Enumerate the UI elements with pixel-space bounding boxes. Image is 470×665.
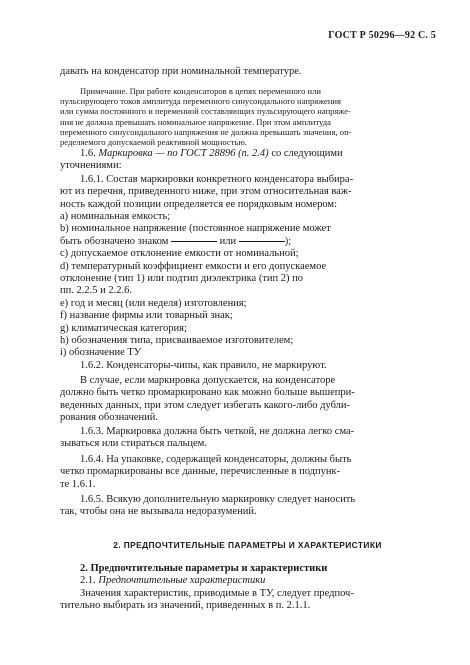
list-item-b-or: или [217,235,239,247]
paragraph-line: тительно выбирать из значений, приведенных в п. 2.1.1. [60,600,311,612]
list-item-c: c) допускаемое отклонение емкости от номинальной; [60,248,299,260]
note-block [60,86,435,147]
list-item-a: а) номинальная емкость; [60,211,171,222]
note-line: переменного синусоидального напряжения не должна превышать значения, оп- [60,126,352,137]
chip-marking-paragraph [60,375,435,425]
list-item-d: d) температурный коэффициент емкости и его допускаемое [60,260,327,272]
list-item-h: h) обозначения типа, присваиваемое изготовителем; [60,335,294,347]
list-item-f: f) название фирмы или товарный знак; [60,310,233,322]
list-item-b: b) номинальное напряжение (постоянное напряжение может [60,223,331,235]
list-item-i: i) обозначение ТУ [60,347,142,359]
paragraph-line: 1.6.4. На упаковке, содержащей конденсаторы, должны быть [80,454,352,465]
list-item-g: g) климатическая категория; [60,322,187,334]
dc-symbol-blank [239,241,285,242]
paragraph-line: 1.6.3. Маркировка должна быть четкой, не должна легко сма- [80,426,355,437]
dc-symbol-blank [171,241,217,242]
note-line: ния не должна превышать номинальное напряжение. При этом амплитуда [60,116,331,127]
paragraph-line: так, чтобы она не вызывала недоразумений. [60,506,257,518]
section-reference: — по ГОСТ 28896 (п. 2.4) [155,148,269,159]
paragraph-line: должно быть четко промаркировано как можно больше вышепри- [60,387,355,399]
list-item-d-continuation: отклонение (тип 1) или подтип диэлектрика (тип 2) по [60,273,304,285]
paragraph-line: зываться или стираться пальцем. [60,438,207,450]
list-item-b-text: быть обозначено знаком [60,235,171,247]
list-item-d-continuation: пп. 2.2.5 и 2.2.6. [60,285,132,297]
section-1-6 [60,148,435,173]
marking-list [60,211,435,360]
note-line: или сумма постоянного и переменной составляющих пульсирующего напряже- [60,106,351,117]
section-1-6-2 [60,360,435,372]
list-item-b-end: ); [284,235,292,247]
note-line: пульсирующего токов амплитуда переменного синусоидального напряжения [60,96,341,107]
section-2-subtitle: 2. Предпочтительные параметры и характеристики [80,563,328,574]
list-item-e: e) год и месяц (или неделя) изготовления; [60,297,247,309]
section-2-1-heading [60,575,435,587]
section-2-heading: 2. ПРЕДПОЧТИТЕЛЬНЫЕ ПАРАМЕТРЫ И ХАРАКТЕРИСТИКИ [113,540,382,550]
paragraph-line: 1.6.1. Состав маркировки конкретного конденсатора выбира- [80,174,354,185]
paragraph-line: четко промаркированы все данные, перечисленные в подпунк- [60,466,341,478]
paragraph-line: ют из перечня, приведенного ниже, при этом относительная важ- [60,186,352,198]
paragraph-line: веденных данных, при этом следует избегать какого-либо дубли- [60,399,351,411]
paragraph-line: 1.6.5. Всякую дополнительную маркировку следует наносить [80,494,356,505]
section-1-6-heading [60,148,435,160]
paragraph-line: те 1.6.1. [60,478,96,490]
section-number: 2.1. [80,575,96,587]
paragraph-line: Значения характеристик, приводимые в ТУ, следует предпоч- [80,587,354,599]
paragraph-line: рования обозначений. [60,412,158,424]
section-heading-rest: со следующими [271,148,343,159]
page-header: ГОСТ Р 50296—92 С. 5 [328,30,436,41]
intro-paragraph: давать на конденсатор при номинальной температуре. [60,66,302,77]
section-1-6-5 [60,494,435,519]
section-number: 1.6. [80,148,96,159]
paragraph-line: 1.6.2. Конденсаторы-чипы, как правило, не маркируют. [80,360,327,371]
section-1-6-4 [60,454,435,491]
note-line: Примечание. При работе конденсаторов в цепях переменного или [80,86,322,96]
section-1-6-3 [60,426,435,451]
note-line: ределяемого допускаемой реактивной мощностью. [60,137,247,148]
list-item-b-continuation [60,236,435,248]
paragraph-line: В случае, если маркировка допускается, на конденсаторе [80,375,336,386]
section-2 [60,563,435,613]
paragraph-line: ность каждой позиции определяется ее порядковым номером: [60,198,337,210]
section-title: Предпочтительные характеристики [98,575,266,587]
section-1-6-1 [60,174,435,211]
section-title: Маркировка [98,148,153,159]
section-heading-continuation: уточнениями: [60,160,122,172]
